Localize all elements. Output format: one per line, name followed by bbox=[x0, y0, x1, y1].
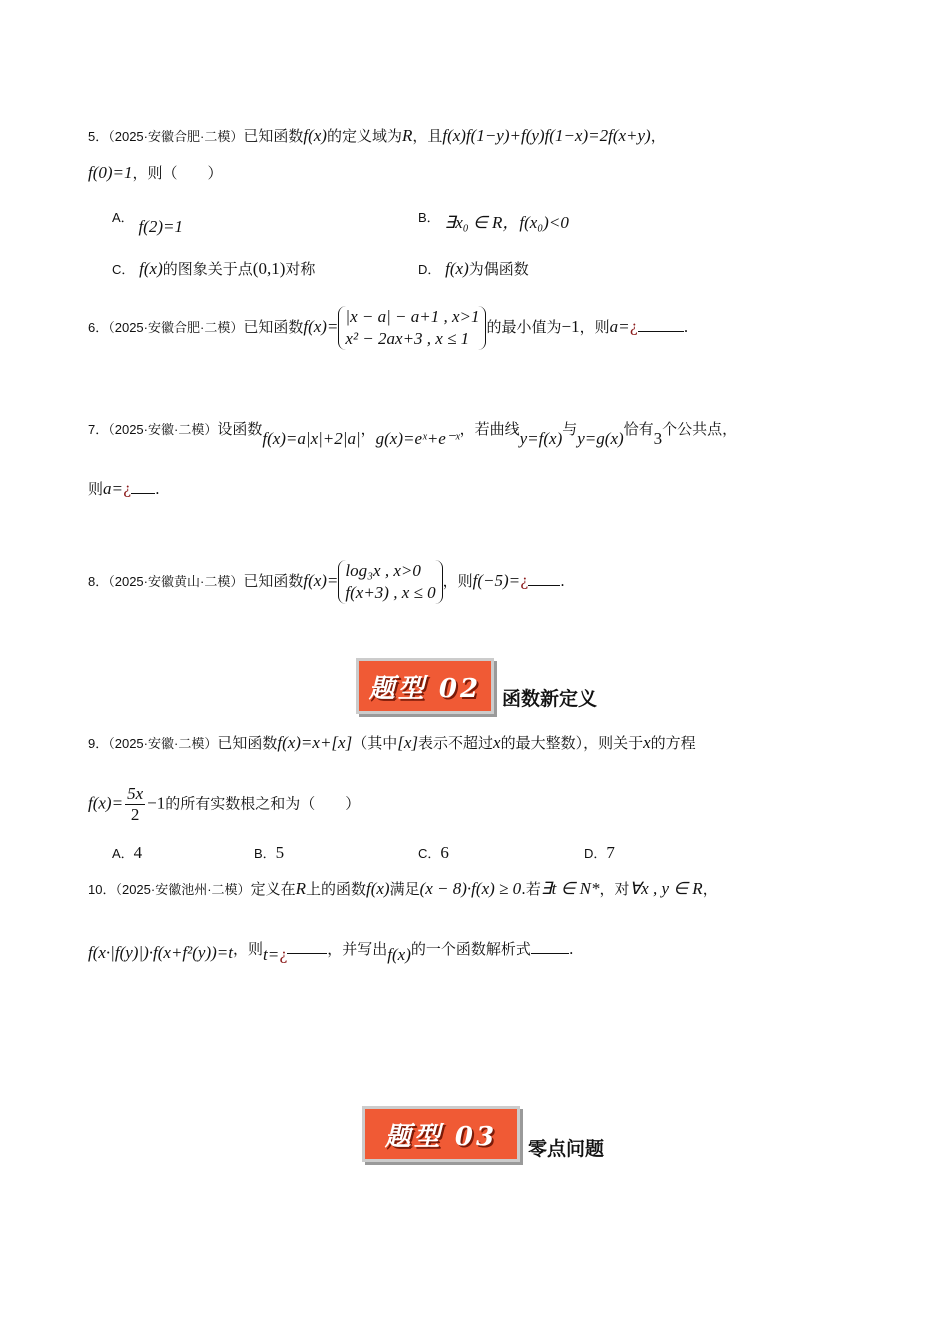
stem-text: ，若曲线 bbox=[459, 420, 520, 438]
math-expr: f(−5)= bbox=[472, 571, 521, 590]
option-math: f(x) bbox=[139, 259, 163, 278]
math-expr: ∀x , y ∈ R bbox=[629, 879, 703, 898]
stem-text: 个公共点， bbox=[662, 420, 738, 438]
answer-mark: ¿ bbox=[520, 572, 529, 590]
question-source: （2025·安徽黄山·二模） bbox=[108, 574, 244, 589]
piecewise-case: f(x+3) , x ≤ 0 bbox=[345, 583, 436, 602]
piecewise-case: log₃x , x>0 bbox=[345, 561, 421, 580]
option-text: 4 bbox=[133, 843, 143, 862]
question-source: （2025·安徽·二模） bbox=[108, 736, 218, 751]
math-expr: R bbox=[295, 879, 306, 898]
stem-text: 满足 bbox=[389, 880, 420, 898]
option-label: C． bbox=[112, 262, 135, 277]
option-b[interactable] bbox=[418, 206, 569, 232]
math-expr: f(x)= bbox=[303, 571, 339, 590]
math-expr: t= bbox=[263, 945, 280, 964]
math-expr: −1 bbox=[561, 317, 580, 336]
question-source: （2025·安徽合肥·二模） bbox=[108, 129, 244, 144]
option-math: (0,1) bbox=[252, 259, 286, 278]
math-expr: g(x)=eˣ+e⁻ˣ bbox=[375, 429, 460, 448]
question-6 bbox=[88, 306, 688, 350]
question-number: 5． bbox=[88, 129, 109, 144]
stem-text: 的定义域为 bbox=[326, 127, 402, 145]
question-7-line2 bbox=[88, 478, 160, 500]
option-d[interactable] bbox=[418, 258, 529, 281]
stem-text: 设函数 bbox=[217, 420, 263, 438]
math-expr: f(x)=x+[x] bbox=[277, 733, 353, 752]
question-9-line2 bbox=[88, 784, 360, 825]
option-d[interactable] bbox=[584, 842, 615, 865]
section-badge-03: 题型 03 bbox=[362, 1106, 520, 1162]
answer-mark: ¿ bbox=[123, 480, 132, 498]
stem-text: . bbox=[568, 940, 574, 958]
answer-blank[interactable] bbox=[528, 571, 560, 586]
stem-text: ，并写出 bbox=[327, 940, 388, 958]
question-source: （2025·安徽·二模） bbox=[108, 422, 218, 437]
option-text: 的图象关于点 bbox=[162, 260, 253, 278]
question-number: 10． bbox=[88, 882, 116, 897]
stem-text: ， bbox=[360, 420, 376, 438]
option-text: 7 bbox=[606, 843, 615, 862]
stem-text: 已知函数 bbox=[243, 318, 304, 336]
math-expr: f(x) bbox=[303, 126, 327, 145]
stem-text: ，对 bbox=[599, 880, 630, 898]
fraction bbox=[125, 784, 145, 825]
option-a[interactable] bbox=[112, 206, 183, 236]
piecewise-function bbox=[338, 560, 442, 604]
answer-blank[interactable] bbox=[287, 939, 327, 954]
math-equation: f(x)f(1−y)+f(y)f(1−x)=2f(x+y) bbox=[442, 126, 651, 145]
answer-mark: ¿ bbox=[629, 318, 638, 336]
stem-text: .若 bbox=[521, 880, 541, 898]
stem-text: 的所有实数根之和为（ ） bbox=[165, 794, 361, 813]
math-expr: (x − 8)·f(x) ≥ 0 bbox=[419, 879, 522, 898]
option-math: f(x) bbox=[445, 259, 469, 278]
stem-text: 恰有 bbox=[623, 420, 654, 438]
answer-blank[interactable] bbox=[638, 317, 684, 332]
stem-text: . bbox=[560, 572, 565, 590]
stem-text: ，则（ ） bbox=[132, 164, 223, 182]
option-text: ∃x₀ ∈ R，f(x₀)<0 bbox=[444, 213, 569, 232]
option-text: f(2)=1 bbox=[138, 217, 183, 236]
math-expr: f(x)= bbox=[303, 317, 339, 336]
stem-text: 的一个函数解析式 bbox=[410, 940, 531, 958]
stem-text: ，且 bbox=[412, 127, 443, 145]
math-expr: y=f(x) bbox=[519, 429, 563, 448]
stem-text: ， bbox=[702, 880, 718, 898]
piecewise-function bbox=[338, 306, 486, 350]
question-number: 8． bbox=[88, 574, 109, 589]
stem-text: 与 bbox=[562, 420, 578, 438]
question-5-line1 bbox=[88, 125, 666, 148]
question-7-line1 bbox=[88, 418, 738, 448]
section-title-03: 零点问题 bbox=[528, 1138, 605, 1160]
math-expr: f(x) bbox=[387, 945, 411, 964]
stem-text: 已知函数 bbox=[217, 734, 278, 752]
option-label: B． bbox=[254, 846, 276, 861]
option-c[interactable] bbox=[112, 258, 315, 281]
math-equation: f(x·|f(y)|)·f(x+f²(y))=t bbox=[88, 943, 233, 962]
option-label: A． bbox=[112, 846, 134, 861]
question-8 bbox=[88, 560, 565, 604]
stem-text: . bbox=[683, 318, 689, 336]
math-expr: x bbox=[493, 733, 501, 752]
question-10-line1 bbox=[88, 878, 718, 901]
question-number: 7． bbox=[88, 422, 109, 437]
option-label: B． bbox=[418, 210, 440, 225]
option-label: A． bbox=[112, 210, 134, 225]
math-expr: ∃t ∈ N* bbox=[540, 879, 600, 898]
stem-text: （其中 bbox=[352, 734, 398, 752]
math-expr: a= bbox=[103, 479, 123, 498]
stem-text: 的方程 bbox=[650, 734, 696, 752]
math-expr: f(x)=a|x|+2|a| bbox=[262, 429, 361, 448]
option-label: D． bbox=[584, 846, 607, 861]
section-title-02: 函数新定义 bbox=[502, 688, 598, 710]
math-expr: a= bbox=[609, 317, 630, 336]
option-a[interactable] bbox=[112, 842, 142, 865]
option-text: 为偶函数 bbox=[468, 260, 529, 278]
math-expr: −1 bbox=[147, 793, 166, 813]
option-text: 5 bbox=[275, 843, 285, 862]
stem-text: . bbox=[155, 480, 160, 498]
question-source: （2025·安徽池州·二模） bbox=[115, 882, 251, 897]
stem-text: ，则 bbox=[232, 940, 263, 958]
option-text: 6 bbox=[440, 843, 449, 862]
option-b[interactable] bbox=[254, 842, 284, 865]
answer-mark: ¿ bbox=[279, 946, 288, 964]
stem-text: ， bbox=[650, 127, 666, 145]
question-5-line2 bbox=[88, 162, 223, 184]
math-expr: f(x)= bbox=[88, 793, 124, 813]
stem-text: ，则 bbox=[579, 318, 610, 336]
section-badge-02: 题型 02 bbox=[356, 658, 494, 714]
question-9-line1 bbox=[88, 732, 696, 755]
stem-text: 的最小值为 bbox=[486, 318, 562, 336]
fraction-numerator: 5x bbox=[127, 784, 144, 803]
stem-text: ，则 bbox=[442, 572, 473, 590]
math-expr: y=g(x) bbox=[577, 429, 624, 448]
math-expr: x bbox=[643, 733, 651, 752]
question-number: 9． bbox=[88, 736, 109, 751]
math-expr: f(x) bbox=[365, 879, 390, 898]
stem-text: 的最大整数），则关于 bbox=[500, 734, 644, 752]
stem-text: 已知函数 bbox=[243, 127, 304, 145]
stem-text: 定义在 bbox=[250, 880, 296, 898]
option-text: 对称 bbox=[285, 260, 316, 278]
piecewise-case: x² − 2ax+3 , x ≤ 1 bbox=[345, 329, 470, 348]
stem-text: 则 bbox=[88, 480, 104, 498]
option-label: C． bbox=[418, 846, 441, 861]
fraction-denominator: 2 bbox=[130, 805, 140, 824]
stem-text: 已知函数 bbox=[243, 572, 304, 590]
question-10-line2 bbox=[88, 938, 574, 964]
math-expr: [x] bbox=[397, 733, 418, 752]
stem-text: 表示不超过 bbox=[418, 734, 494, 752]
option-label: D． bbox=[418, 262, 441, 277]
option-c[interactable] bbox=[418, 842, 449, 865]
math-expr: R bbox=[401, 126, 413, 145]
answer-blank[interactable] bbox=[131, 479, 155, 494]
piecewise-case: |x − a| − a+1 , x>1 bbox=[345, 307, 480, 326]
math-expr: f(0)=1 bbox=[88, 163, 133, 182]
answer-blank[interactable] bbox=[531, 939, 569, 954]
question-source: （2025·安徽合肥·二模） bbox=[108, 320, 244, 335]
math-expr: 3 bbox=[653, 429, 663, 448]
question-number: 6． bbox=[88, 320, 109, 335]
stem-text: 上的函数 bbox=[305, 880, 366, 898]
